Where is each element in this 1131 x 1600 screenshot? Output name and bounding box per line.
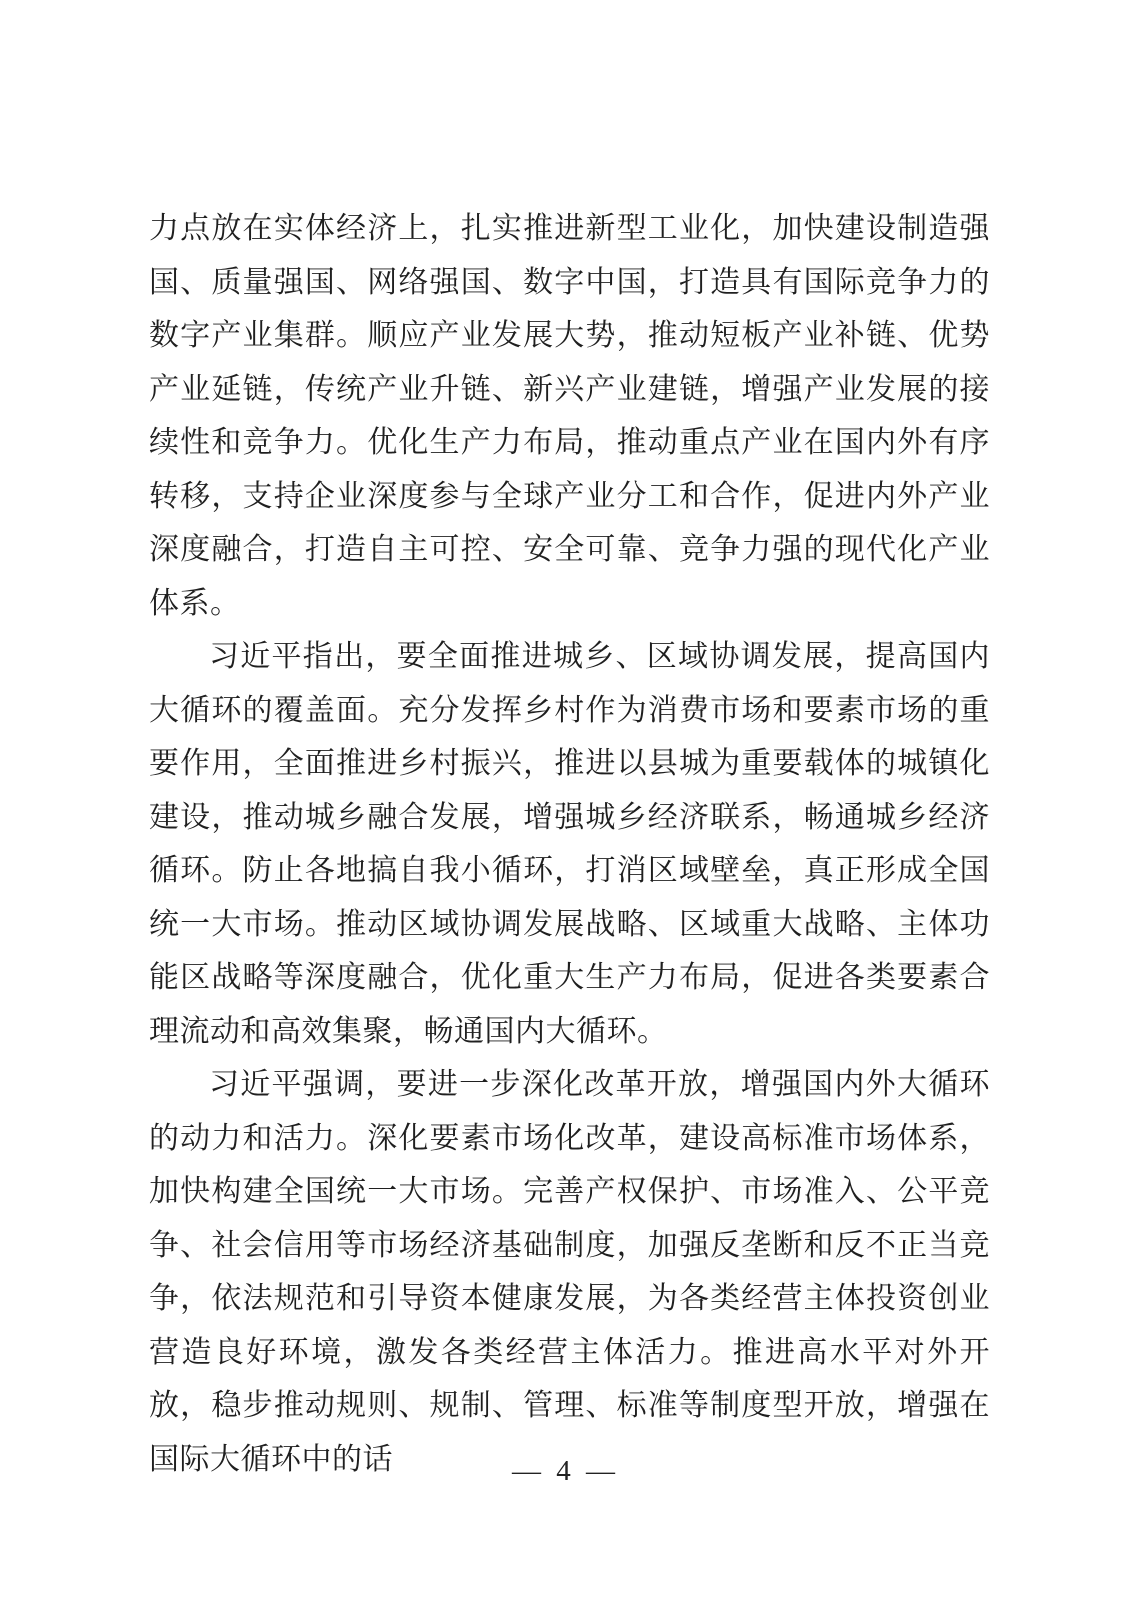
paragraph: 力点放在实体经济上，扎实推进新型工业化，加快建设制造强国、质量强国、网络强国、数字中国，打造具有国际竞争力的数字产业集群。顺应产业发展大势，推动短板产业补链、优势产业延链，传统产业升链、新兴产业建链，增强产业发展的接续性和竞争力。优化生产力布局，推动重点产业在国内外有序转移，支持企业深度参与全球产业分工和合作，促进内外产业深度融合，打造自主可控、安全可靠、竞争力强的现代化产业体系。 [149, 212, 990, 620]
document-body [149, 202, 990, 1486]
paragraph: 习近平强调，要进一步深化改革开放，增强国内外大循环的动力和活力。深化要素市场化改革，建设高标准市场体系，加快构建全国统一大市场。完善产权保护、市场准入、公平竞争、社会信用等市场经济基础制度，加强反垄断和反不正当竞争，依法规范和引导资本健康发展，为各类经营主体投资创业营造良好环境，激发各类经营主体活力。推进高水平对外开放，稳步推动规则、规制、管理、标准等制度型开放，增强在国际大循环中的话 [149, 1068, 990, 1476]
paragraph: 习近平指出，要全面推进城乡、区域协调发展，提高国内大循环的覆盖面。充分发挥乡村作为消费市场和要素市场的重要作用，全面推进乡村振兴，推进以县城为重要载体的城镇化建设，推动城乡融合发展，增强城乡经济联系，畅通城乡经济循环。防止各地搞自我小循环，打消区域壁垒，真正形成全国统一大市场。推动区域协调发展战略、区域重大战略、主体功能区战略等深度融合，优化重大生产力布局，促进各类要素合理流动和高效集聚，畅通国内大循环。 [149, 640, 990, 1048]
page-footer [0, 1455, 1131, 1488]
page-number: — 4 — [512, 1455, 619, 1487]
